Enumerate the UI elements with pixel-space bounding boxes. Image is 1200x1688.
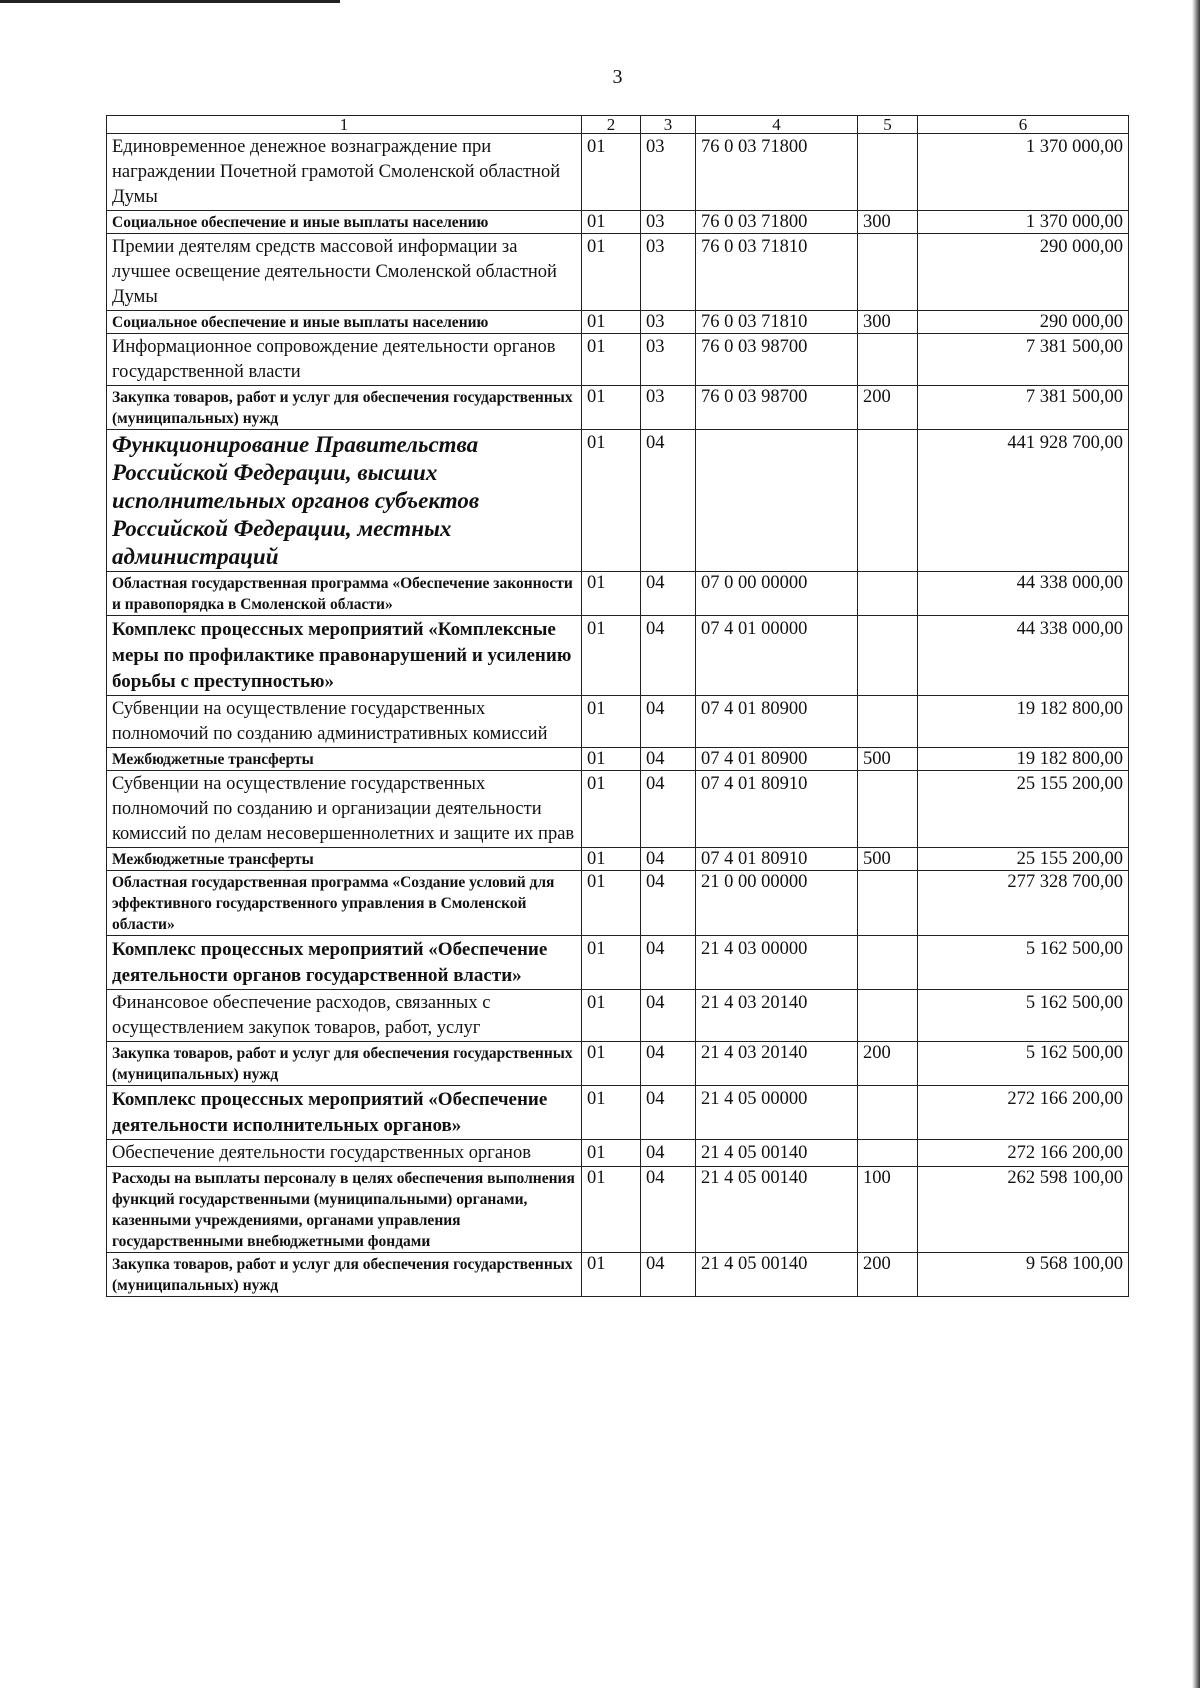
table-row bbox=[107, 936, 1129, 990]
subsection-code-cell: 04 bbox=[641, 696, 696, 748]
row-name-cell: Комплекс процессных мероприятий «Комплексные меры по профилактике правонарушений и усилению борьбы с преступностью» bbox=[107, 616, 582, 696]
expense-type-cell bbox=[858, 696, 918, 748]
table-row bbox=[107, 430, 1129, 572]
expense-type-cell bbox=[858, 334, 918, 386]
subsection-code-cell: 04 bbox=[641, 1140, 696, 1167]
row-name-cell: Областная государственная программа «Обеспечение законности и правопорядка в Смоленской области» bbox=[107, 572, 582, 616]
target-article-cell: 07 4 01 80910 bbox=[696, 848, 858, 871]
subsection-code-cell: 04 bbox=[641, 1042, 696, 1086]
expense-type-cell bbox=[858, 430, 918, 572]
subsection-code-cell: 04 bbox=[641, 848, 696, 871]
expense-type-cell: 200 bbox=[858, 1042, 918, 1086]
expense-type-cell bbox=[858, 936, 918, 990]
section-code-cell: 01 bbox=[582, 134, 641, 211]
table-row bbox=[107, 1086, 1129, 1140]
expense-type-cell bbox=[858, 990, 918, 1042]
row-name-cell: Обеспечение деятельности государственных органов bbox=[107, 1140, 582, 1167]
budget-table bbox=[106, 115, 1129, 1297]
amount-cell: 277 328 700,00 bbox=[918, 871, 1129, 936]
amount-cell: 7 381 500,00 bbox=[918, 334, 1129, 386]
subsection-code-cell: 04 bbox=[641, 936, 696, 990]
target-article-cell bbox=[696, 430, 858, 572]
expense-type-cell: 200 bbox=[858, 386, 918, 430]
section-code-cell: 01 bbox=[582, 572, 641, 616]
target-article-cell: 76 0 03 71800 bbox=[696, 134, 858, 211]
scan-edge-shadow bbox=[1192, 0, 1200, 1688]
section-code-cell: 01 bbox=[582, 334, 641, 386]
table-row bbox=[107, 334, 1129, 386]
amount-cell: 44 338 000,00 bbox=[918, 616, 1129, 696]
table-row bbox=[107, 1253, 1129, 1297]
target-article-cell: 21 4 03 00000 bbox=[696, 936, 858, 990]
row-name-cell: Комплекс процессных мероприятий «Обеспечение деятельности органов государственной власти» bbox=[107, 936, 582, 990]
subsection-code-cell: 04 bbox=[641, 771, 696, 848]
amount-cell: 5 162 500,00 bbox=[918, 936, 1129, 990]
amount-cell: 5 162 500,00 bbox=[918, 990, 1129, 1042]
column-header: 3 bbox=[641, 116, 696, 134]
column-header: 1 bbox=[107, 116, 582, 134]
target-article-cell: 21 4 03 20140 bbox=[696, 990, 858, 1042]
section-code-cell: 01 bbox=[582, 234, 641, 311]
row-name-cell: Информационное сопровождение деятельности органов государственной власти bbox=[107, 334, 582, 386]
table-row bbox=[107, 134, 1129, 211]
subsection-code-cell: 03 bbox=[641, 211, 696, 234]
subsection-code-cell: 03 bbox=[641, 334, 696, 386]
target-article-cell: 07 4 01 00000 bbox=[696, 616, 858, 696]
row-name-cell: Расходы на выплаты персоналу в целях обеспечения выполнения функций государственными (муниципальными) органами, казенными учреждениями, органами управления государственными внебюджетными фондами bbox=[107, 1167, 582, 1253]
row-name-cell: Закупка товаров, работ и услуг для обеспечения государственных (муниципальных) нужд bbox=[107, 386, 582, 430]
table-row bbox=[107, 771, 1129, 848]
table-row bbox=[107, 211, 1129, 234]
table-row bbox=[107, 871, 1129, 936]
section-code-cell: 01 bbox=[582, 211, 641, 234]
expense-type-cell: 300 bbox=[858, 311, 918, 334]
expense-type-cell bbox=[858, 1086, 918, 1140]
expense-type-cell: 100 bbox=[858, 1167, 918, 1253]
amount-cell: 272 166 200,00 bbox=[918, 1086, 1129, 1140]
table-row bbox=[107, 572, 1129, 616]
section-code-cell: 01 bbox=[582, 748, 641, 771]
amount-cell: 290 000,00 bbox=[918, 311, 1129, 334]
subsection-code-cell: 04 bbox=[641, 1167, 696, 1253]
page-number: 3 bbox=[612, 66, 623, 88]
amount-cell: 1 370 000,00 bbox=[918, 134, 1129, 211]
amount-cell: 441 928 700,00 bbox=[918, 430, 1129, 572]
target-article-cell: 21 4 03 20140 bbox=[696, 1042, 858, 1086]
subsection-code-cell: 04 bbox=[641, 1253, 696, 1297]
row-name-cell: Социальное обеспечение и иные выплаты населению bbox=[107, 211, 582, 234]
table-row bbox=[107, 1042, 1129, 1086]
expense-type-cell bbox=[858, 771, 918, 848]
target-article-cell: 21 4 05 00140 bbox=[696, 1167, 858, 1253]
amount-cell: 19 182 800,00 bbox=[918, 696, 1129, 748]
target-article-cell: 21 4 05 00000 bbox=[696, 1086, 858, 1140]
top-rule bbox=[0, 0, 340, 3]
table-header-row bbox=[107, 116, 1129, 134]
target-article-cell: 21 4 05 00140 bbox=[696, 1140, 858, 1167]
section-code-cell: 01 bbox=[582, 871, 641, 936]
section-code-cell: 01 bbox=[582, 386, 641, 430]
target-article-cell: 07 4 01 80900 bbox=[696, 696, 858, 748]
table-row bbox=[107, 616, 1129, 696]
section-code-cell: 01 bbox=[582, 311, 641, 334]
section-code-cell: 01 bbox=[582, 936, 641, 990]
subsection-code-cell: 04 bbox=[641, 871, 696, 936]
target-article-cell: 76 0 03 98700 bbox=[696, 334, 858, 386]
row-name-cell: Межбюджетные трансферты bbox=[107, 848, 582, 871]
table-row bbox=[107, 311, 1129, 334]
expense-type-cell bbox=[858, 616, 918, 696]
row-name-cell: Финансовое обеспечение расходов, связанных с осуществлением закупок товаров, работ, услуг bbox=[107, 990, 582, 1042]
section-code-cell: 01 bbox=[582, 616, 641, 696]
column-header: 2 bbox=[582, 116, 641, 134]
amount-cell: 290 000,00 bbox=[918, 234, 1129, 311]
table-row bbox=[107, 1167, 1129, 1253]
row-name-cell: Функционирование Правительства Российской Федерации, высших исполнительных органов субъектов Российской Федерации, местных администраций bbox=[107, 430, 582, 572]
section-code-cell: 01 bbox=[582, 1167, 641, 1253]
expense-type-cell bbox=[858, 871, 918, 936]
row-name-cell: Субвенции на осуществление государственных полномочий по созданию административных комиссий bbox=[107, 696, 582, 748]
expense-type-cell bbox=[858, 234, 918, 311]
target-article-cell: 76 0 03 98700 bbox=[696, 386, 858, 430]
section-code-cell: 01 bbox=[582, 771, 641, 848]
row-name-cell: Закупка товаров, работ и услуг для обеспечения государственных (муниципальных) нужд bbox=[107, 1253, 582, 1297]
target-article-cell: 07 0 00 00000 bbox=[696, 572, 858, 616]
amount-cell: 272 166 200,00 bbox=[918, 1140, 1129, 1167]
row-name-cell: Комплекс процессных мероприятий «Обеспечение деятельности исполнительных органов» bbox=[107, 1086, 582, 1140]
target-article-cell: 76 0 03 71800 bbox=[696, 211, 858, 234]
subsection-code-cell: 04 bbox=[641, 616, 696, 696]
amount-cell: 7 381 500,00 bbox=[918, 386, 1129, 430]
subsection-code-cell: 03 bbox=[641, 386, 696, 430]
section-code-cell: 01 bbox=[582, 990, 641, 1042]
subsection-code-cell: 03 bbox=[641, 134, 696, 211]
expense-type-cell bbox=[858, 1140, 918, 1167]
target-article-cell: 76 0 03 71810 bbox=[696, 311, 858, 334]
target-article-cell: 07 4 01 80900 bbox=[696, 748, 858, 771]
section-code-cell: 01 bbox=[582, 848, 641, 871]
budget-table-body bbox=[107, 116, 1129, 1297]
section-code-cell: 01 bbox=[582, 1042, 641, 1086]
section-code-cell: 01 bbox=[582, 1253, 641, 1297]
row-name-cell: Премии деятелям средств массовой информации за лучшее освещение деятельности Смоленской областной Думы bbox=[107, 234, 582, 311]
table-row bbox=[107, 696, 1129, 748]
row-name-cell: Социальное обеспечение и иные выплаты населению bbox=[107, 311, 582, 334]
subsection-code-cell: 04 bbox=[641, 572, 696, 616]
target-article-cell: 21 0 00 00000 bbox=[696, 871, 858, 936]
section-code-cell: 01 bbox=[582, 430, 641, 572]
section-code-cell: 01 bbox=[582, 696, 641, 748]
subsection-code-cell: 04 bbox=[641, 990, 696, 1042]
subsection-code-cell: 04 bbox=[641, 430, 696, 572]
subsection-code-cell: 04 bbox=[641, 1086, 696, 1140]
table-row bbox=[107, 234, 1129, 311]
column-header: 4 bbox=[696, 116, 858, 134]
row-name-cell: Закупка товаров, работ и услуг для обеспечения государственных (муниципальных) нужд bbox=[107, 1042, 582, 1086]
expense-type-cell bbox=[858, 134, 918, 211]
amount-cell: 262 598 100,00 bbox=[918, 1167, 1129, 1253]
expense-type-cell: 500 bbox=[858, 848, 918, 871]
amount-cell: 1 370 000,00 bbox=[918, 211, 1129, 234]
row-name-cell: Межбюджетные трансферты bbox=[107, 748, 582, 771]
subsection-code-cell: 04 bbox=[641, 748, 696, 771]
target-article-cell: 07 4 01 80910 bbox=[696, 771, 858, 848]
table-row bbox=[107, 748, 1129, 771]
table-row bbox=[107, 990, 1129, 1042]
table-row bbox=[107, 386, 1129, 430]
amount-cell: 25 155 200,00 bbox=[918, 771, 1129, 848]
subsection-code-cell: 03 bbox=[641, 234, 696, 311]
table-row bbox=[107, 1140, 1129, 1167]
amount-cell: 19 182 800,00 bbox=[918, 748, 1129, 771]
target-article-cell: 76 0 03 71810 bbox=[696, 234, 858, 311]
section-code-cell: 01 bbox=[582, 1140, 641, 1167]
expense-type-cell: 500 bbox=[858, 748, 918, 771]
row-name-cell: Областная государственная программа «Создание условий для эффективного государственного управления в Смоленской области» bbox=[107, 871, 582, 936]
amount-cell: 9 568 100,00 bbox=[918, 1253, 1129, 1297]
expense-type-cell bbox=[858, 572, 918, 616]
table-row bbox=[107, 848, 1129, 871]
amount-cell: 25 155 200,00 bbox=[918, 848, 1129, 871]
row-name-cell: Единовременное денежное вознаграждение при награждении Почетной грамотой Смоленской областной Думы bbox=[107, 134, 582, 211]
expense-type-cell: 200 bbox=[858, 1253, 918, 1297]
target-article-cell: 21 4 05 00140 bbox=[696, 1253, 858, 1297]
row-name-cell: Субвенции на осуществление государственных полномочий по созданию и организации деятельности комиссий по делам несовершеннолетних и защите их прав bbox=[107, 771, 582, 848]
amount-cell: 44 338 000,00 bbox=[918, 572, 1129, 616]
column-header: 5 bbox=[858, 116, 918, 134]
section-code-cell: 01 bbox=[582, 1086, 641, 1140]
amount-cell: 5 162 500,00 bbox=[918, 1042, 1129, 1086]
subsection-code-cell: 03 bbox=[641, 311, 696, 334]
column-header: 6 bbox=[918, 116, 1129, 134]
expense-type-cell: 300 bbox=[858, 211, 918, 234]
